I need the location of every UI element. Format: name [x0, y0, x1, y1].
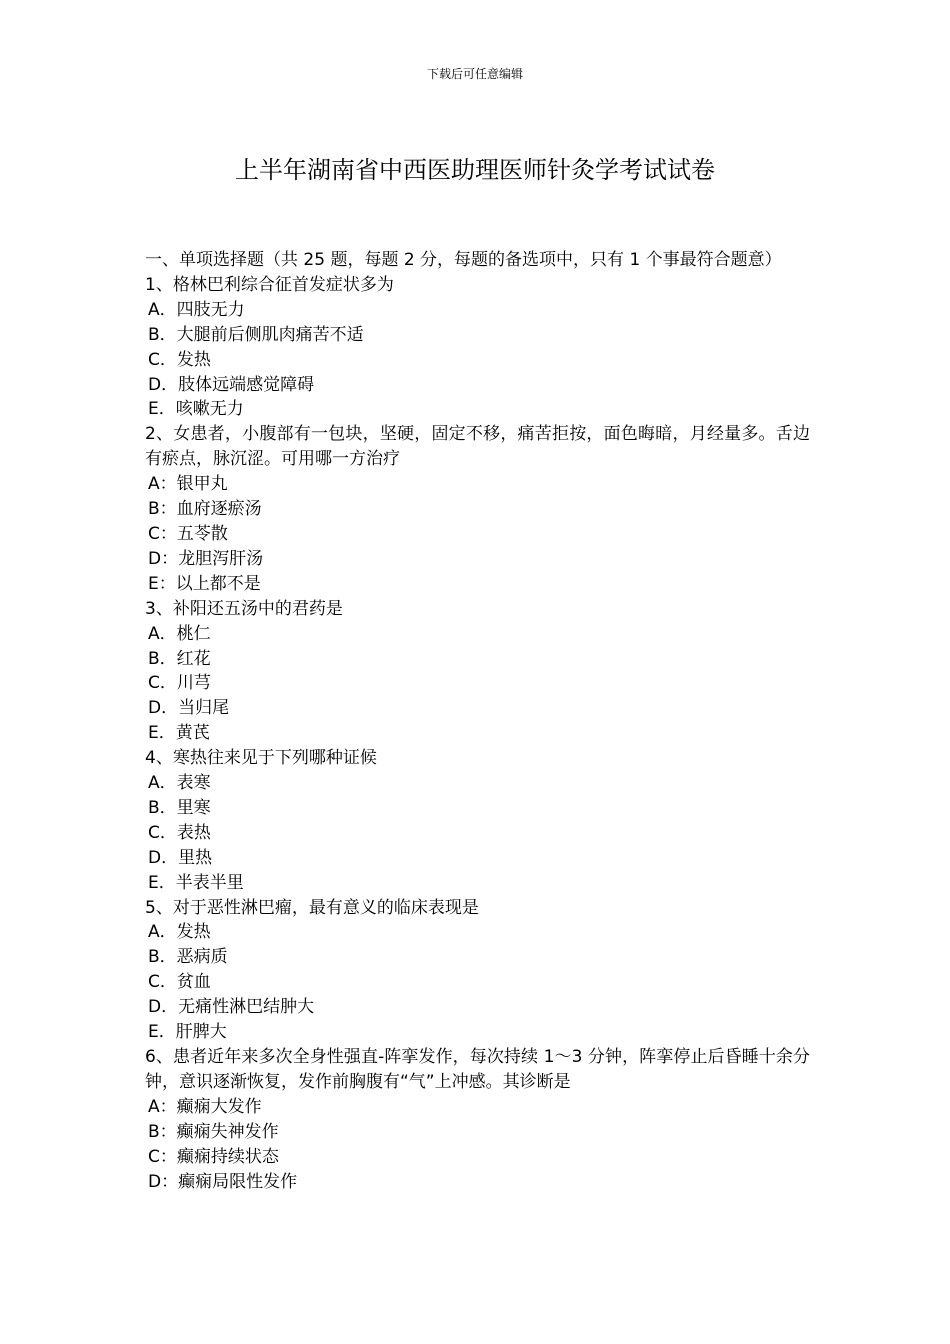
option-e: E．肝脾大: [148, 1022, 227, 1043]
option-d: D：龙胆泻肝汤: [148, 548, 264, 569]
section-heading: 一、单项选择题（共 25 题，每题 2 分，每题的备选项中，只有 1 个事最符合题意）: [145, 250, 782, 270]
option-b: B：癫痫失神发作: [148, 1121, 279, 1142]
option-d: D：癫痫局限性发作: [148, 1171, 298, 1192]
question-5: [145, 896, 810, 1045]
option-c: C．发热: [148, 349, 211, 370]
option-b: B．里寒: [148, 797, 211, 818]
question-3: [145, 597, 810, 746]
option-c: C：癫痫持续状态: [148, 1146, 279, 1167]
question-stem: 6、患者近年来多次全身性强直-阵挛发作，每次持续 1～3 分钟，阵挛停止后昏睡十余分钟，意识逐渐恢复，发作前胸腹有“气”上冲感。其诊断是: [145, 1047, 810, 1092]
option-b: B．大腿前后侧肌肉痛苦不适: [148, 324, 364, 345]
option-d: D．当归尾: [148, 698, 230, 719]
question-6: [145, 1045, 810, 1194]
option-e: E．半表半里: [148, 872, 244, 893]
option-e: E．咳嗽无力: [148, 399, 244, 420]
option-a: A．四肢无力: [148, 299, 245, 320]
question-4: [145, 746, 810, 895]
question-stem: 3、补阳还五汤中的君药是: [145, 598, 343, 619]
option-c: C．表热: [148, 822, 211, 843]
option-d: D．无痛性淋巴结肿大: [148, 997, 315, 1018]
option-c: C：五苓散: [148, 523, 228, 544]
document-title: 上半年湖南省中西医助理医师针灸学考试试卷: [235, 156, 715, 184]
option-e: E：以上都不是: [148, 573, 261, 594]
option-d: D．里热: [148, 847, 213, 868]
option-a: A：银甲丸: [148, 474, 228, 495]
question-2: [145, 422, 810, 596]
document-body: [145, 248, 810, 1194]
option-b: B．红花: [148, 648, 211, 669]
question-stem: 2、女患者，小腹部有一包块，坚硬，固定不移，痛苦拒按，面色晦暗，月经量多。舌边有瘀点，脉沉涩。可用哪一方治疗: [145, 424, 810, 470]
option-a: A．发热: [148, 922, 211, 943]
option-c: C．川芎: [148, 673, 211, 694]
question-stem: 1、格林巴利综合征首发症状多为: [145, 274, 394, 295]
question-stem: 5、对于恶性淋巴瘤，最有意义的临床表现是: [145, 897, 479, 918]
question-1: [145, 273, 810, 422]
option-a: A：癫痫大发作: [148, 1096, 262, 1117]
question-stem: 4、寒热往来见于下列哪种证候: [145, 748, 377, 769]
option-a: A．表寒: [148, 773, 211, 794]
option-b: B：血府逐瘀汤: [148, 499, 262, 520]
header-note: 下载后可任意编辑: [426, 67, 523, 81]
option-a: A．桃仁: [148, 623, 211, 644]
option-b: B．恶病质: [148, 947, 228, 968]
option-d: D．肢体远端感觉障碍: [148, 374, 315, 395]
option-e: E．黄芪: [148, 723, 210, 744]
option-c: C．贫血: [148, 972, 211, 993]
